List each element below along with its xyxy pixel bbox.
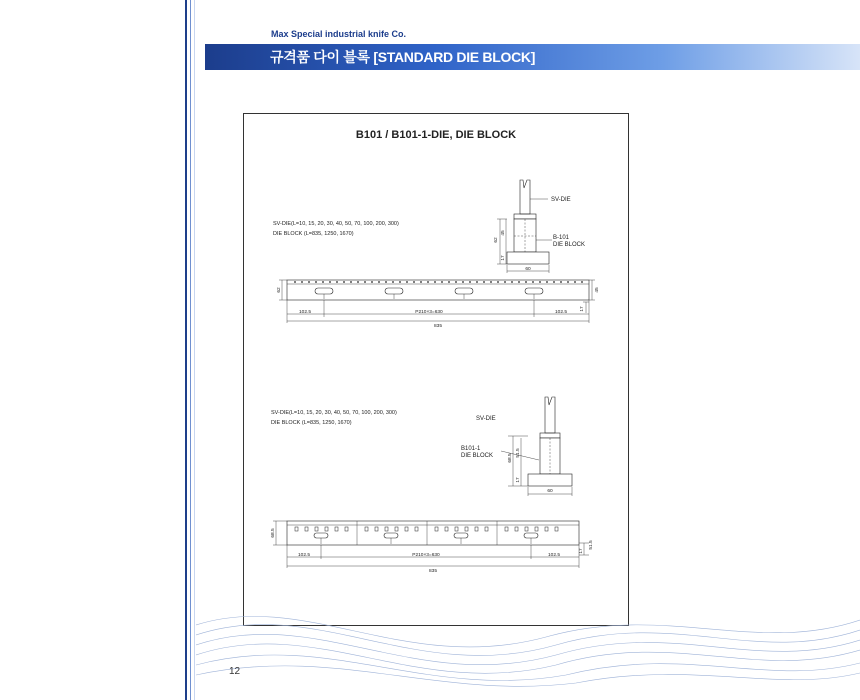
page-number: 12 [229, 666, 241, 677]
lower-dim-width: 60 [547, 489, 553, 494]
upper-dim-left: 102.5 [298, 310, 312, 315]
technical-drawing [243, 113, 629, 626]
upper-block-label1: B-101 [553, 235, 570, 241]
spine-line [190, 0, 191, 700]
upper-dim-right: 102.5 [554, 310, 568, 315]
lower-dim-left: 102.5 [297, 553, 311, 558]
upper-dim-lower-h: 17 [501, 255, 506, 261]
upper-side-small: 17 [580, 306, 585, 312]
lower-block-label2: DIE BLOCK [461, 453, 494, 459]
lower-block-label1: B101-1 [461, 446, 481, 452]
upper-dim-length: 835 [433, 324, 443, 329]
lower-dim-total-h: 68.5 [508, 453, 513, 463]
spine-line [185, 0, 187, 700]
upper-block [279, 280, 595, 323]
upper-dim-upper-h: 45 [501, 230, 506, 236]
upper-spec-line1: SV-DIE(L=10, 15, 20, 30, 40, 50, 70, 100, 200, 300) [273, 221, 399, 227]
upper-side-right: 45 [595, 287, 600, 293]
upper-block-label2: DIE BLOCK [553, 242, 586, 248]
lower-dim-lower-h: 17 [516, 477, 521, 483]
lower-profile [501, 397, 572, 496]
lower-block [273, 521, 589, 568]
lower-dim-right: 102.5 [547, 553, 561, 558]
upper-die-label: SV-DIE [551, 197, 571, 203]
lower-side-right: 51.5 [589, 540, 594, 550]
company-name: Max Special industrial knife Co. [271, 29, 407, 39]
lower-dim-pitch: P210×3=630 [412, 553, 440, 558]
page-title: 규격품 다이 블록 [STANDARD DIE BLOCK] [270, 49, 536, 65]
spine-line [194, 0, 195, 700]
lower-spec-line1: SV-DIE(L=10, 15, 20, 30, 40, 50, 70, 100, 200, 300) [271, 410, 397, 416]
lower-dim-length: 835 [428, 569, 438, 574]
upper-dim-width: 60 [525, 267, 531, 272]
upper-side-left: 62 [277, 287, 282, 293]
drawing-title: B101 / B101-1-DIE, DIE BLOCK [355, 129, 517, 141]
upper-spec-line2: DIE BLOCK (L=835, 1250, 1670) [273, 231, 354, 237]
upper-dim-total-h: 62 [494, 237, 499, 243]
lower-side-left: 68.5 [271, 528, 276, 538]
lower-dim-upper-h: 51.5 [516, 448, 521, 458]
upper-dim-pitch: P210×3=630 [415, 310, 443, 315]
lower-spec-line2: DIE BLOCK (L=835, 1250, 1670) [271, 420, 352, 426]
lower-die-label: SV-DIE [476, 416, 496, 422]
decorative-waves [196, 575, 860, 700]
lower-side-small: 17 [579, 548, 584, 554]
